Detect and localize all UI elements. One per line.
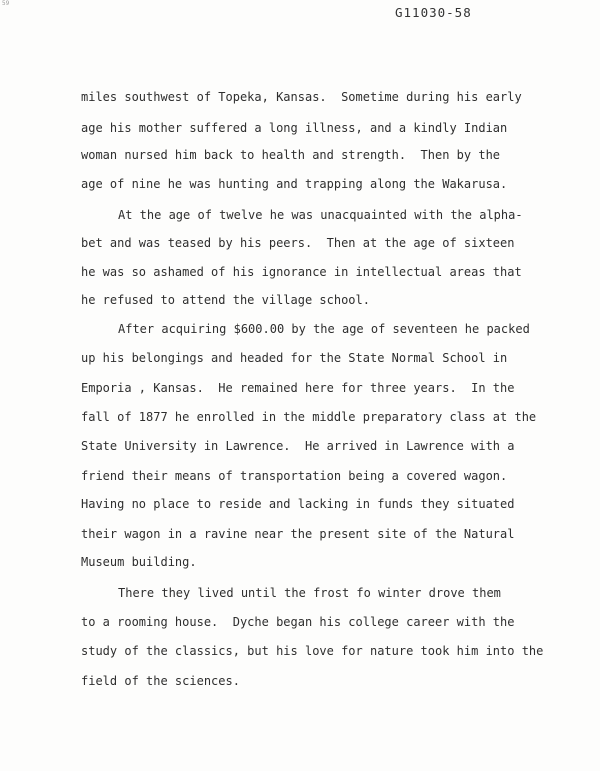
page-number: G11030-58 <box>395 5 472 20</box>
text-line: Having no place to reside and lacking in funds they situated <box>81 497 515 511</box>
text-line: he refused to attend the village school. <box>81 293 370 307</box>
corner-mark: 59 <box>2 0 10 7</box>
text-line: study of the classics, but his love for nature took him into the <box>81 644 544 658</box>
text-line: State University in Lawrence. He arrived in Lawrence with a <box>81 439 515 453</box>
text-line: their wagon in a ravine near the present site of the Natural <box>81 527 515 541</box>
text-line: to a rooming house. Dyche began his college career with the <box>81 615 515 629</box>
text-line: age his mother suffered a long illness, and a kindly Indian <box>81 121 508 135</box>
text-line: At the age of twelve he was unacquainted with the alpha- <box>118 208 523 222</box>
text-line: After acquiring $600.00 by the age of seventeen he packed <box>118 322 530 336</box>
text-line: field of the sciences. <box>81 674 240 688</box>
text-line: woman nursed him back to health and strength. Then by the <box>81 148 501 162</box>
text-line: miles southwest of Topeka, Kansas. Sometime during his early <box>81 90 522 104</box>
text-line: There they lived until the frost fo winter drove them <box>118 586 501 600</box>
text-line: bet and was teased by his peers. Then at the age of sixteen <box>81 236 515 250</box>
text-line: age of nine he was hunting and trapping along the Wakarusa. <box>81 177 508 191</box>
text-line: Emporia , Kansas. He remained here for three years. In the <box>81 381 515 395</box>
text-line: Museum building. <box>81 555 197 569</box>
text-line: he was so ashamed of his ignorance in intellectual areas that <box>81 265 522 279</box>
text-line: up his belongings and headed for the State Normal School in <box>81 351 508 365</box>
text-line: friend their means of transportation being a covered wagon. <box>81 469 508 483</box>
text-line: fall of 1877 he enrolled in the middle preparatory class at the <box>81 410 537 424</box>
